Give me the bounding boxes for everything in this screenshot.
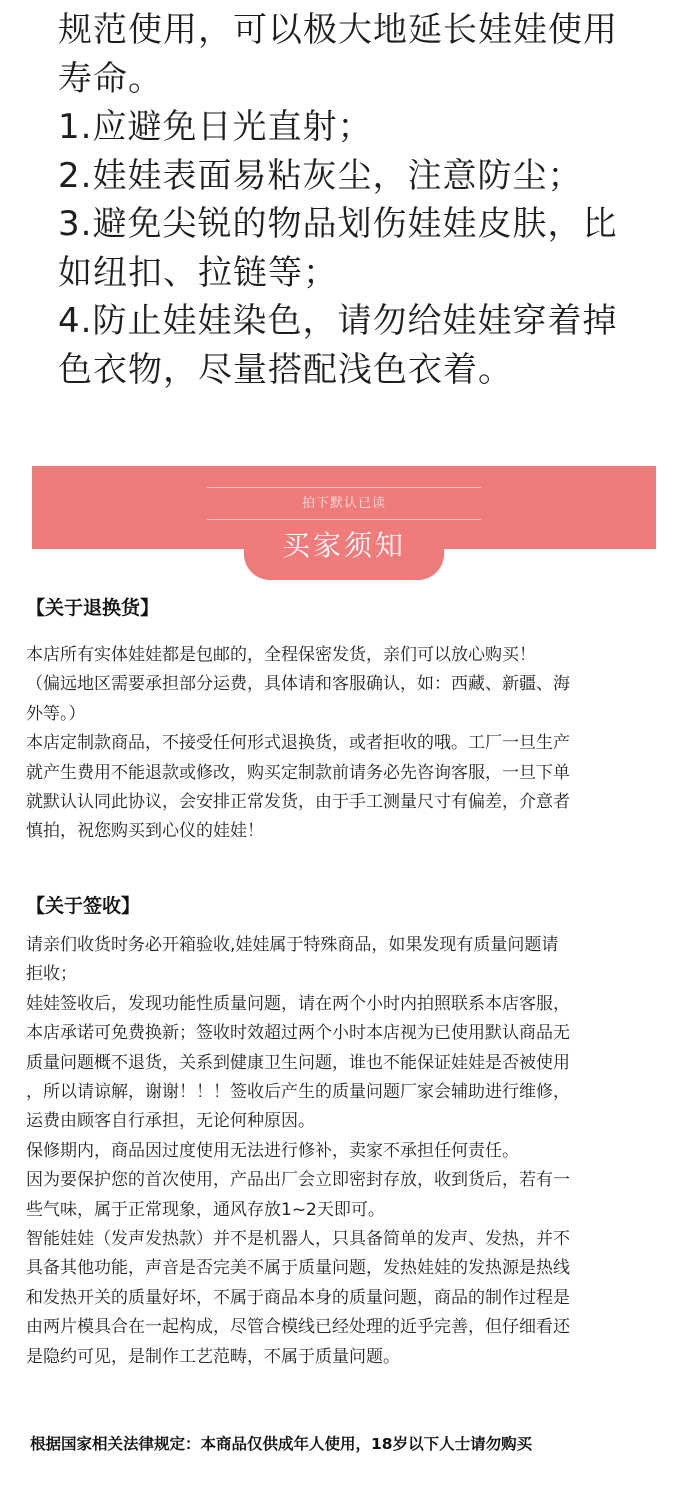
receipt-line: 拒收； (26, 964, 77, 985)
care-line: 4.防止娃娃染色，请勿给娃娃穿着掉 (58, 301, 618, 341)
receipt-line: 运费由顾客自行承担，无论何种原因。 (26, 1111, 315, 1132)
receipt-line: 质量问题概不退货，关系到健康卫生问题，谁也不能保证娃娃是否被使用 (26, 1052, 570, 1073)
returns-line: 本店所有实体娃娃都是包邮的，全程保密发货，亲们可以放心购买！ (26, 645, 536, 665)
receipt-line: 些气味，属于正常现象，通风存放1~2天即可。 (26, 1199, 385, 1220)
returns-line: 就默认认同此协议，会安排正常发货，由于手工测量尺寸有偏差，介意者 (26, 792, 570, 813)
care-line: 规范使用，可以极大地延长娃娃使用 (58, 10, 618, 50)
legal-notice: 根据国家相关法律规定：本商品仅供成年人使用，18岁以下人士请勿购买 (30, 1435, 533, 1453)
banner-rule-bottom (207, 519, 481, 520)
returns-section (26, 593, 666, 847)
receipt-heading: 【关于签收】 (26, 895, 141, 917)
receipt-line: 由两片模具合在一起构成，尽管合模线已经处理的近乎完善，但仔细看还 (26, 1317, 570, 1338)
banner-rule-top (207, 487, 481, 488)
banner-title: 买家须知 (281, 529, 406, 562)
receipt-line: 保修期内，商品因过度使用无法进行修补，卖家不承担任何责任。 (26, 1140, 519, 1161)
receipt-line: 本店承诺可免费换新；签收时效超过两个小时本店视为已使用默认商品无 (26, 1023, 570, 1044)
care-line: 色衣物，尽量搭配浅色衣着。 (58, 349, 513, 390)
receipt-line: 请亲们收货时务必开箱验收,娃娃属于特殊商品，如果发现有质量问题请 (26, 935, 559, 955)
care-line: 如纽扣、拉链等； (58, 252, 338, 293)
receipt-line: ，所以请谅解，谢谢！！！签收后产生的质量问题厂家会辅助进行维修， (26, 1082, 570, 1103)
receipt-line: 娃娃签收后，发现功能性质量问题，请在两个小时内拍照联系本店客服， (26, 993, 570, 1014)
care-line: 1.应避免日光直射； (58, 107, 373, 147)
care-line: 2.娃娃表面易粘灰尘，注意防尘； (58, 155, 583, 196)
returns-line: 本店定制款商品，不接受任何形式退换货，或者拒收的哦。工厂一旦生产 (26, 733, 570, 754)
returns-line: （偏远地区需要承担部分运费，具体请和客服确认，如：西藏、新疆、海 (26, 674, 570, 695)
returns-line: 外等。） (26, 703, 86, 724)
care-tips (58, 6, 668, 394)
receipt-line: 是隐约可见，是制作工艺范畴，不属于质量问题。 (26, 1346, 400, 1367)
care-line: 寿命。 (58, 58, 163, 99)
returns-line: 就产生费用不能退款或修改，购买定制款前请务必先咨询客服，一旦下单 (26, 762, 570, 783)
receipt-line: 智能娃娃（发声发热款）并不是机器人，只具备简单的发声、发热，并不 (26, 1229, 570, 1250)
receipt-line: 因为要保护您的首次使用，产品出厂会立即密封存放，收到货后，若有一 (26, 1170, 570, 1191)
receipt-line: 和发热开关的质量好坏，不属于商品本身的质量问题，商品的制作过程是 (26, 1287, 570, 1308)
receipt-section (26, 891, 666, 1372)
receipt-line: 具备其他功能，声音是否完美不属于质量问题，发热娃娃的发热源是热线 (26, 1258, 570, 1279)
banner-subtitle: 拍下默认已读 (301, 496, 386, 511)
returns-line: 慎拍，祝您购买到心仪的娃娃！ (26, 821, 264, 842)
returns-heading: 【关于退换货】 (26, 597, 160, 619)
care-line: 3.避免尖锐的物品划伤娃娃皮肤，比 (58, 204, 618, 244)
